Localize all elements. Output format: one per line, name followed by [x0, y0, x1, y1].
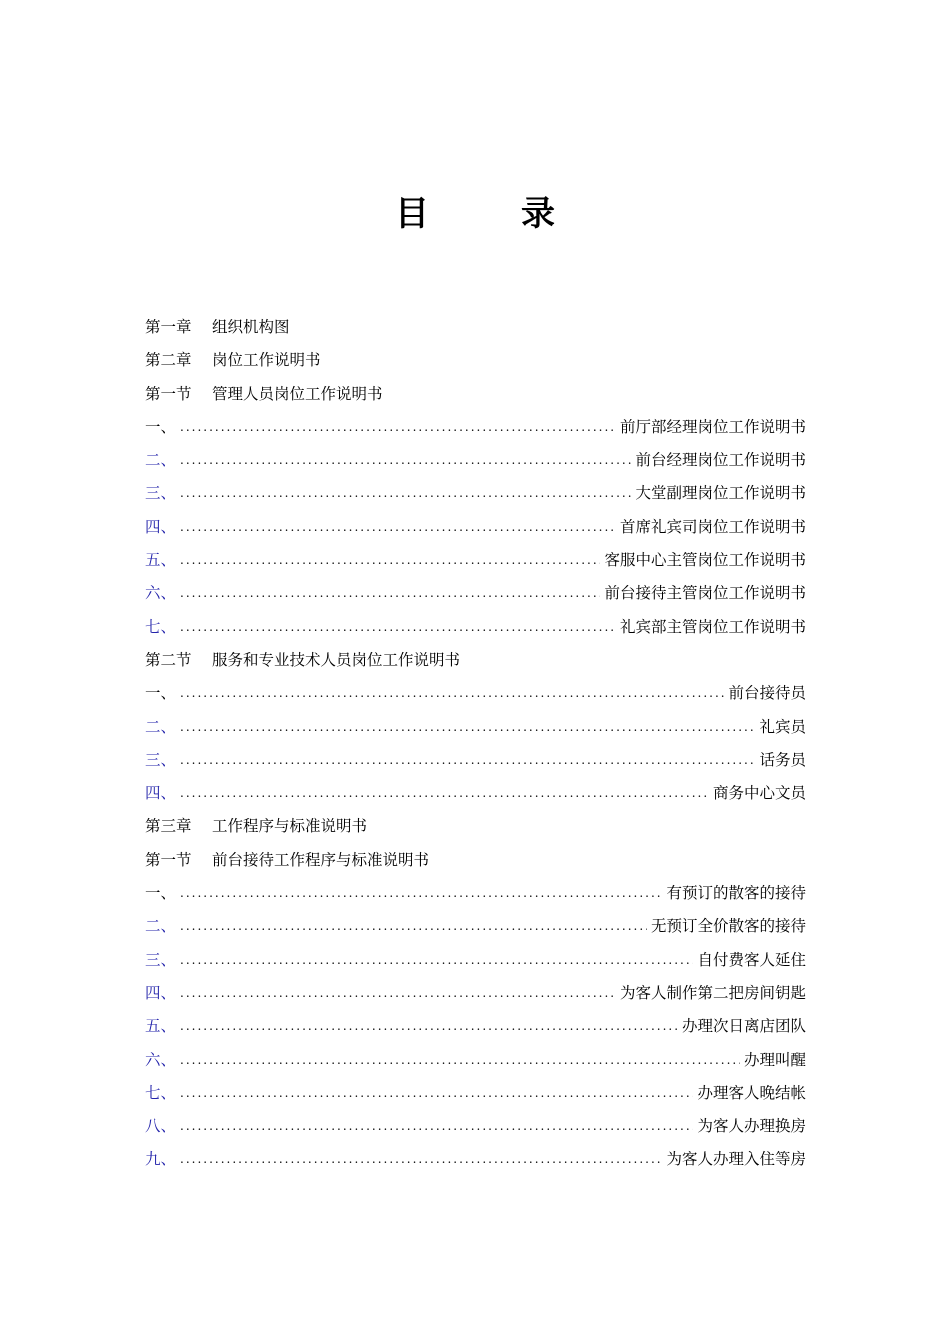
- toc-text: 话务员: [759, 750, 806, 769]
- toc-leader-dots: [180, 1110, 693, 1143]
- toc-text: 岗位工作说明书: [212, 351, 321, 370]
- toc-leader-dots: [180, 1077, 693, 1110]
- toc-text: 前厅部经理岗位工作说明书: [619, 417, 806, 436]
- toc-text: 为客人制作第二把房间钥匙: [619, 983, 806, 1002]
- toc-leader-dots: [180, 977, 616, 1010]
- toc-leader-dots: [180, 477, 631, 510]
- toc-number: 第一章: [145, 318, 192, 336]
- toc-text: 为客人办理换房: [697, 1117, 806, 1136]
- toc-text: 办理次日离店团队: [681, 1017, 806, 1036]
- toc-heading: [145, 644, 806, 677]
- toc-text: 礼宾部主管岗位工作说明书: [619, 617, 806, 636]
- toc-entry[interactable]: [145, 944, 806, 977]
- toc-heading: [145, 810, 806, 843]
- toc-leader-dots: [180, 744, 755, 777]
- toc-number: 二、: [145, 717, 177, 736]
- toc-number: 七、: [145, 1083, 177, 1102]
- title-char-1: 目: [395, 194, 429, 234]
- toc-entry[interactable]: [145, 777, 806, 810]
- toc-number: 三、: [145, 484, 177, 503]
- toc-leader-dots: [180, 577, 600, 610]
- toc-number: 六、: [145, 1050, 177, 1069]
- toc-number: 五、: [145, 551, 177, 570]
- toc-number: 二、: [145, 917, 177, 936]
- toc-leader-dots: [180, 944, 693, 977]
- table-of-contents: [145, 311, 806, 1177]
- toc-entry[interactable]: [145, 711, 806, 744]
- toc-number: 一、: [145, 684, 177, 703]
- toc-text: 客服中心主管岗位工作说明书: [604, 551, 806, 570]
- toc-leader-dots: [180, 611, 616, 644]
- toc-text: 管理人员岗位工作说明书: [212, 384, 383, 403]
- toc-entry[interactable]: [145, 1143, 806, 1176]
- toc-number: 四、: [145, 784, 177, 803]
- toc-text: 前台接待主管岗位工作说明书: [604, 584, 806, 603]
- toc-leader-dots: [180, 411, 616, 444]
- toc-text: 服务和专业技术人员岗位工作说明书: [212, 650, 461, 669]
- toc-number: 八、: [145, 1117, 177, 1136]
- toc-number: 第一节: [145, 384, 192, 403]
- toc-text: 办理叫醒: [743, 1050, 806, 1069]
- toc-text: 自付费客人延住: [697, 950, 806, 969]
- toc-text: 有预订的散客的接待: [666, 884, 806, 903]
- toc-leader-dots: [180, 877, 662, 910]
- toc-text: 无预订全价散客的接待: [650, 917, 806, 936]
- title-char-2: 录: [521, 194, 555, 234]
- toc-entry[interactable]: [145, 1077, 806, 1110]
- toc-entry[interactable]: [145, 611, 806, 644]
- toc-number: 六、: [145, 584, 177, 603]
- toc-entry[interactable]: [145, 411, 806, 444]
- toc-text: 前台接待员: [728, 684, 806, 703]
- toc-entry[interactable]: [145, 677, 806, 710]
- toc-entry[interactable]: [145, 511, 806, 544]
- toc-entry[interactable]: [145, 1044, 806, 1077]
- toc-heading: [145, 344, 806, 377]
- toc-number: 一、: [145, 417, 177, 436]
- toc-text: 礼宾员: [759, 717, 806, 736]
- toc-number: 第一节: [145, 850, 192, 869]
- toc-entry[interactable]: [145, 577, 806, 610]
- toc-number: 一、: [145, 884, 177, 903]
- toc-leader-dots: [180, 910, 647, 943]
- toc-heading: [145, 311, 806, 344]
- page-title: [0, 186, 950, 235]
- toc-number: 四、: [145, 983, 177, 1002]
- toc-entry[interactable]: [145, 1010, 806, 1043]
- toc-leader-dots: [180, 777, 709, 810]
- toc-leader-dots: [180, 711, 755, 744]
- toc-entry[interactable]: [145, 910, 806, 943]
- toc-text: 商务中心文员: [712, 784, 806, 803]
- toc-leader-dots: [180, 544, 600, 577]
- toc-number: 三、: [145, 950, 177, 969]
- toc-entry[interactable]: [145, 744, 806, 777]
- toc-leader-dots: [180, 677, 724, 710]
- toc-entry[interactable]: [145, 544, 806, 577]
- toc-text: 大堂副理岗位工作说明书: [635, 484, 806, 503]
- toc-text: 组织机构图: [212, 318, 290, 336]
- toc-entry[interactable]: [145, 444, 806, 477]
- toc-number: 二、: [145, 451, 177, 470]
- toc-number: 三、: [145, 750, 177, 769]
- toc-text: 办理客人晚结帐: [697, 1083, 806, 1102]
- toc-leader-dots: [180, 1143, 662, 1176]
- toc-leader-dots: [180, 1044, 740, 1077]
- toc-number: 第二章: [145, 351, 192, 370]
- toc-leader-dots: [180, 444, 631, 477]
- toc-number: 四、: [145, 517, 177, 536]
- toc-text: 前台接待工作程序与标准说明书: [212, 850, 430, 869]
- toc-number: 第二节: [145, 650, 192, 669]
- toc-text: 首席礼宾司岗位工作说明书: [619, 517, 806, 536]
- toc-leader-dots: [180, 1010, 678, 1043]
- toc-leader-dots: [180, 511, 616, 544]
- toc-text: 工作程序与标准说明书: [212, 817, 368, 836]
- toc-text: 为客人办理入住等房: [666, 1150, 806, 1169]
- toc-number: 九、: [145, 1150, 177, 1169]
- toc-number: 七、: [145, 617, 177, 636]
- toc-heading: [145, 844, 806, 877]
- toc-entry[interactable]: [145, 477, 806, 510]
- toc-entry[interactable]: [145, 977, 806, 1010]
- toc-entry[interactable]: [145, 1110, 806, 1143]
- toc-heading: [145, 378, 806, 411]
- toc-entry[interactable]: [145, 877, 806, 910]
- toc-text: 前台经理岗位工作说明书: [635, 451, 806, 470]
- toc-number: 五、: [145, 1017, 177, 1036]
- toc-number: 第三章: [145, 817, 192, 836]
